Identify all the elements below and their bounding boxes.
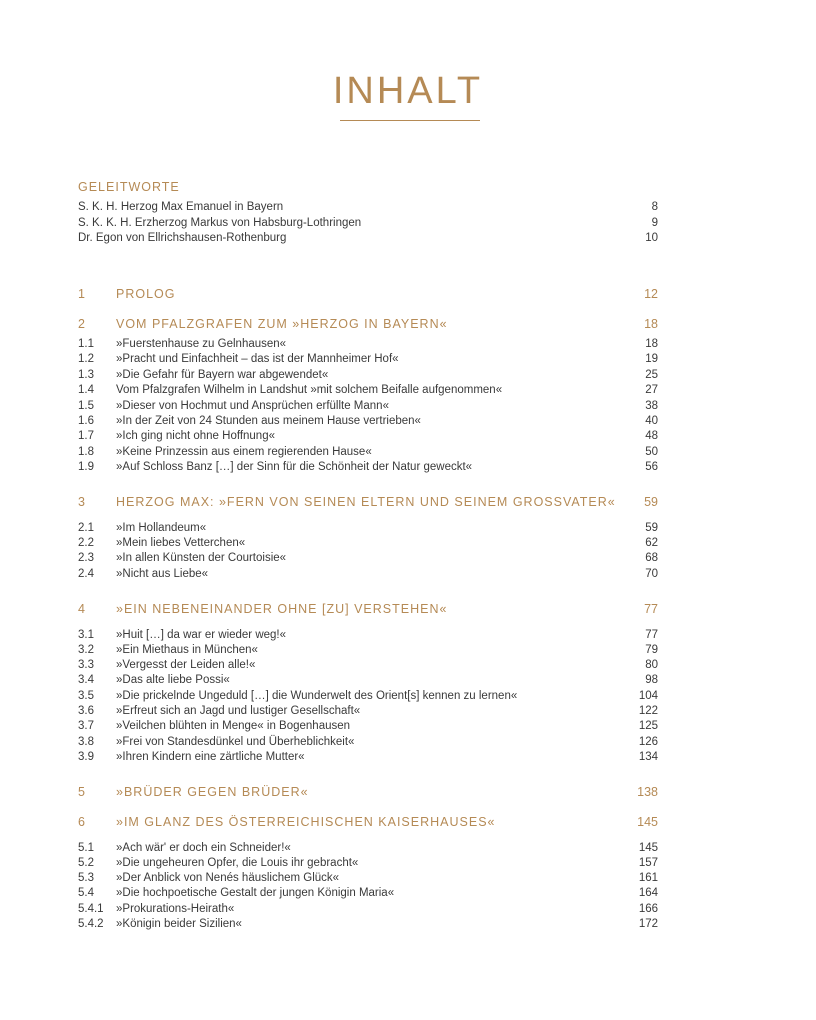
- section-number: 1.7: [78, 430, 94, 442]
- chapter-number: 2: [78, 317, 86, 331]
- page-number: 40: [645, 415, 658, 427]
- entry-text: »Keine Prinzessin aus einem regierenden Hause«: [116, 446, 372, 458]
- section-number: 3.7: [78, 720, 94, 732]
- entry-text: »Fuerstenhause zu Gelnhausen«: [116, 338, 287, 350]
- chapter-number: 4: [78, 602, 86, 616]
- section-number: 1.3: [78, 369, 94, 381]
- page-number: 126: [638, 736, 658, 748]
- page-number: 10: [645, 232, 658, 244]
- section-number: 5.4.1: [78, 903, 104, 915]
- section-number: 5.4: [78, 887, 94, 899]
- entry-text: Vom Pfalzgrafen Wilhelm in Landshut »mit solchem Beifalle aufgenommen«: [116, 384, 503, 396]
- page-number: 56: [645, 461, 658, 473]
- section-number: 1.6: [78, 415, 94, 427]
- entry-text: »Nicht aus Liebe«: [116, 568, 209, 580]
- entry-text: »Frei von Standesdünkel und Überheblichkeit«: [116, 736, 355, 748]
- section-number: 3.9: [78, 751, 94, 763]
- entry-text: »Das alte liebe Possi«: [116, 674, 230, 686]
- page-number: 77: [645, 629, 658, 641]
- section-number: 2.1: [78, 522, 94, 534]
- entry-text: »Die prickelnde Ungeduld […] die Wunderwelt des Orient[s] kennen zu lernen«: [116, 690, 518, 702]
- page-number: 166: [638, 903, 658, 915]
- entry-text: »Ihren Kindern eine zärtliche Mutter«: [116, 751, 305, 763]
- section-number: 3.4: [78, 674, 94, 686]
- title-divider: [340, 120, 480, 121]
- section-number: 3.3: [78, 659, 94, 671]
- entry-text: S. K. H. Herzog Max Emanuel in Bayern: [78, 201, 284, 213]
- page-number: 19: [645, 353, 658, 365]
- page-number: 157: [638, 857, 658, 869]
- entry-text: »Die Gefahr für Bayern war abgewendet«: [116, 369, 329, 381]
- entry-text: »Ein Miethaus in München«: [116, 644, 258, 656]
- section-number: 1.8: [78, 446, 94, 458]
- entry-text: Dr. Egon von Ellrichshausen-Rothenburg: [78, 232, 287, 244]
- section-number: 3.1: [78, 629, 94, 641]
- page-number: 48: [645, 430, 658, 442]
- page-number: 38: [645, 400, 658, 412]
- page-number: 27: [645, 384, 658, 396]
- section-number: 1.5: [78, 400, 94, 412]
- page-number: 59: [644, 495, 658, 509]
- page-number: 134: [638, 751, 658, 763]
- chapter-number: 5: [78, 785, 86, 799]
- page-number: 62: [645, 537, 658, 549]
- page-title: INHALT: [332, 70, 484, 112]
- page-number: 12: [644, 287, 658, 301]
- page-number: 79: [645, 644, 658, 656]
- page-number: 59: [645, 522, 658, 534]
- entry-text: »Erfreut sich an Jagd und lustiger Gesellschaft«: [116, 705, 361, 717]
- entry-text: »Veilchen blühten in Menge« in Bogenhausen: [116, 720, 351, 732]
- page-number: 70: [645, 568, 658, 580]
- chapter-title: »EIN NEBENEINANDER OHNE [ZU] VERSTEHEN«: [116, 602, 448, 616]
- section-number: 5.2: [78, 857, 94, 869]
- entry-text: »In allen Künsten der Courtoisie«: [116, 552, 287, 564]
- entry-text: »Der Anblick von Nenés häuslichem Glück«: [116, 872, 340, 884]
- page-number: 125: [638, 720, 658, 732]
- entry-text: »Königin beider Sizilien«: [116, 918, 242, 930]
- chapter-number: 1: [78, 287, 86, 301]
- section-number: 5.3: [78, 872, 94, 884]
- entry-text: »Die ungeheuren Opfer, die Louis ihr gebracht«: [116, 857, 359, 869]
- chapter-title: PROLOG: [116, 287, 176, 301]
- entry-text: »Mein liebes Vetterchen«: [116, 537, 246, 549]
- entry-text: »Die hochpoetische Gestalt der jungen Königin Maria«: [116, 887, 395, 899]
- section-number: 1.1: [78, 338, 94, 350]
- entry-text: »Huit […] da war er wieder weg!«: [116, 629, 287, 641]
- page-number: 164: [638, 887, 658, 899]
- page-number: 18: [644, 317, 658, 331]
- chapter-number: 6: [78, 815, 86, 829]
- entry-text: »Ach wär' er doch ein Schneider!«: [116, 842, 291, 854]
- entry-text: »Vergesst der Leiden alle!«: [116, 659, 256, 671]
- section-number: 3.8: [78, 736, 94, 748]
- page-number: 98: [645, 674, 658, 686]
- page-number: 77: [644, 602, 658, 616]
- entry-text: »In der Zeit von 24 Stunden aus meinem Hause vertrieben«: [116, 415, 421, 427]
- page-number: 18: [645, 338, 658, 350]
- section-number: 3.6: [78, 705, 94, 717]
- entry-text: »Dieser von Hochmut und Ansprüchen erfüllte Mann«: [116, 400, 389, 412]
- section-number: 1.9: [78, 461, 94, 473]
- page-number: 172: [638, 918, 658, 930]
- entry-text: »Im Hollandeum«: [116, 522, 207, 534]
- section-number: 2.3: [78, 552, 94, 564]
- page-number: 25: [645, 369, 658, 381]
- chapter-number: 3: [78, 495, 86, 509]
- chapter-title: »BRÜDER GEGEN BRÜDER«: [116, 785, 309, 799]
- section-number: 1.2: [78, 353, 94, 365]
- page-number: 122: [638, 705, 658, 717]
- section-number: 5.4.2: [78, 918, 104, 930]
- section-number: 1.4: [78, 384, 94, 396]
- chapter-title: HERZOG MAX: »FERN VON SEINEN ELTERN UND SEINEM GROSSVATER«: [116, 495, 616, 509]
- page-number: 138: [637, 785, 658, 799]
- chapter-title: »IM GLANZ DES ÖSTERREICHISCHEN KAISERHAUSES«: [116, 815, 496, 829]
- page-number: 145: [638, 842, 658, 854]
- page-number: 104: [638, 690, 658, 702]
- page-number: 68: [645, 552, 658, 564]
- section-number: 2.4: [78, 568, 94, 580]
- section-number: 3.5: [78, 690, 94, 702]
- section-number: 5.1: [78, 842, 94, 854]
- page-number: 9: [651, 217, 658, 229]
- entry-text: »Auf Schloss Banz […] der Sinn für die Schönheit der Natur geweckt«: [116, 461, 473, 473]
- entry-text: »Prokurations-Heirath«: [116, 903, 235, 915]
- entry-text: »Pracht und Einfachheit – das ist der Mannheimer Hof«: [116, 353, 399, 365]
- page-number: 8: [651, 201, 658, 213]
- geleitworte-heading: GELEITWORTE: [78, 180, 180, 194]
- entry-text: S. K. K. H. Erzherzog Markus von Habsburg-Lothringen: [78, 217, 362, 229]
- page-number: 50: [645, 446, 658, 458]
- section-number: 2.2: [78, 537, 94, 549]
- section-number: 3.2: [78, 644, 94, 656]
- page-number: 145: [637, 815, 658, 829]
- entry-text: »Ich ging nicht ohne Hoffnung«: [116, 430, 275, 442]
- page-number: 80: [645, 659, 658, 671]
- page-number: 161: [638, 872, 658, 884]
- chapter-title: VOM PFALZGRAFEN ZUM »HERZOG IN BAYERN«: [116, 317, 448, 331]
